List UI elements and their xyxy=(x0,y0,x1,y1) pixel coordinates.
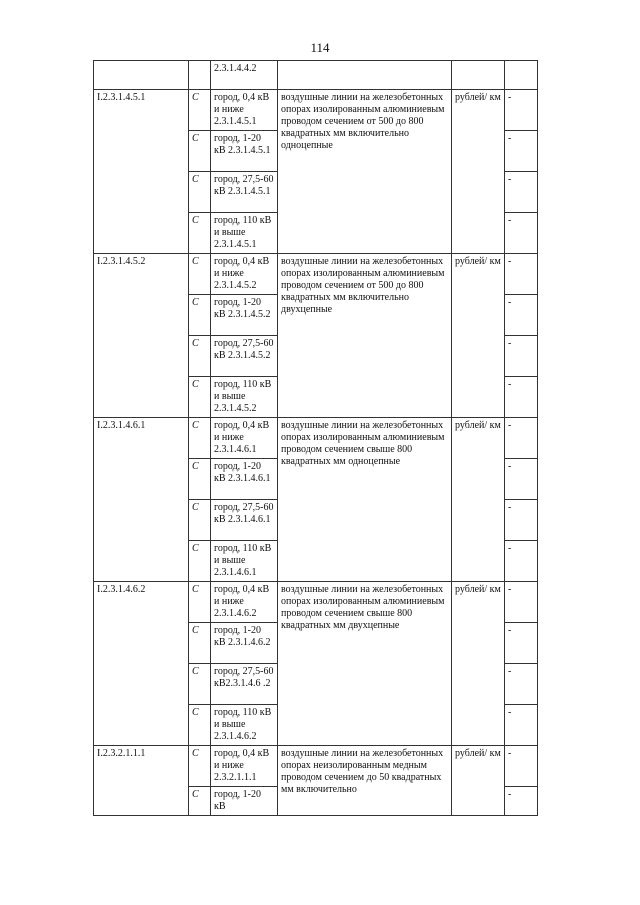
page-number: 114 xyxy=(310,40,330,55)
table-row xyxy=(94,90,538,131)
sub-cell: город, 110 кВ и выше 2.3.1.4.6.1 xyxy=(211,541,278,582)
value-cell: - xyxy=(505,295,538,336)
sub-cell: город, 27,5-60 кВ 2.3.1.4.6.1 xyxy=(211,500,278,541)
sub-cell: город, 110 кВ и выше 2.3.1.4.5.2 xyxy=(211,377,278,418)
value-cell: - xyxy=(505,664,538,705)
table-row xyxy=(94,582,538,623)
table-row xyxy=(94,254,538,295)
sub-cell: город, 27,5-60 кВ2.3.1.4.6 .2 xyxy=(211,664,278,705)
desc-cell xyxy=(278,61,452,90)
sub-cell: город, 0,4 кВ и ниже 2.3.2.1.1.1 xyxy=(211,746,278,787)
value-cell: - xyxy=(505,746,538,787)
c-cell: С xyxy=(189,213,211,254)
tariff-table xyxy=(93,60,538,816)
value-cell: - xyxy=(505,336,538,377)
c-cell: С xyxy=(189,295,211,336)
code-cell: I.2.3.1.4.5.2 xyxy=(94,254,189,418)
code-cell xyxy=(94,61,189,90)
c-cell: С xyxy=(189,459,211,500)
unit-cell: рублей/ км xyxy=(452,418,505,582)
table-row xyxy=(94,61,538,90)
sub-cell: город, 27,5-60 кВ 2.3.1.4.5.1 xyxy=(211,172,278,213)
value-cell: - xyxy=(505,131,538,172)
value-cell: - xyxy=(505,500,538,541)
sub-cell: город, 0,4 кВ и ниже 2.3.1.4.6.1 xyxy=(211,418,278,459)
sub-cell: город, 110 кВ и выше 2.3.1.4.6.2 xyxy=(211,705,278,746)
code-cell: I.2.3.1.4.5.1 xyxy=(94,90,189,254)
value-cell: - xyxy=(505,377,538,418)
c-cell: С xyxy=(189,131,211,172)
unit-cell: рублей/ км xyxy=(452,746,505,816)
value-cell: - xyxy=(505,787,538,816)
value-cell: - xyxy=(505,90,538,131)
value-cell: - xyxy=(505,623,538,664)
sub-cell: город, 0,4 кВ и ниже 2.3.1.4.5.1 xyxy=(211,90,278,131)
unit-cell: рублей/ км xyxy=(452,582,505,746)
c-cell: С xyxy=(189,418,211,459)
sub-cell: город, 1-20 кВ 2.3.1.4.5.1 xyxy=(211,131,278,172)
desc-cell: воздушные линии на железобетонных опорах изолированным алюминиевым проводом сечением свыше 800 квадратных мм двухцепные xyxy=(278,582,452,746)
unit-cell xyxy=(452,61,505,90)
value-cell: - xyxy=(505,459,538,500)
c-cell: С xyxy=(189,664,211,705)
code-cell: I.2.3.1.4.6.1 xyxy=(94,418,189,582)
c-cell: С xyxy=(189,336,211,377)
c-cell: С xyxy=(189,623,211,664)
c-cell: С xyxy=(189,787,211,816)
c-cell: С xyxy=(189,172,211,213)
value-cell: - xyxy=(505,418,538,459)
value-cell xyxy=(505,61,538,90)
sub-cell: город, 1-20 кВ 2.3.1.4.6.1 xyxy=(211,459,278,500)
c-cell: С xyxy=(189,541,211,582)
c-cell: С xyxy=(189,500,211,541)
code-cell: I.2.3.2.1.1.1 xyxy=(94,746,189,816)
c-cell: С xyxy=(189,90,211,131)
sub-cell: город, 1-20 кВ xyxy=(211,787,278,816)
sub-cell: город, 1-20 кВ 2.3.1.4.5.2 xyxy=(211,295,278,336)
value-cell: - xyxy=(505,213,538,254)
unit-cell: рублей/ км xyxy=(452,254,505,418)
value-cell: - xyxy=(505,254,538,295)
value-cell: - xyxy=(505,172,538,213)
sub-cell: город, 0,4 кВ и ниже 2.3.1.4.6.2 xyxy=(211,582,278,623)
unit-cell: рублей/ км xyxy=(452,90,505,254)
sub-cell: город, 0,4 кВ и ниже 2.3.1.4.5.2 xyxy=(211,254,278,295)
table-body xyxy=(94,61,538,816)
desc-cell: воздушные линии на железобетонных опорах изолированным алюминиевым проводом сечением от 500 до 800 квадратных мм включительно двухцепные xyxy=(278,254,452,418)
sub-cell: 2.3.1.4.4.2 xyxy=(211,61,278,90)
desc-cell: воздушные линии на железобетонных опорах неизолированным медным проводом сечением до 50 квадратных мм включительно xyxy=(278,746,452,816)
value-cell: - xyxy=(505,705,538,746)
sub-cell: город, 1-20 кВ 2.3.1.4.6.2 xyxy=(211,623,278,664)
c-cell: С xyxy=(189,377,211,418)
value-cell: - xyxy=(505,582,538,623)
c-cell xyxy=(189,61,211,90)
value-cell: - xyxy=(505,541,538,582)
code-cell: I.2.3.1.4.6.2 xyxy=(94,582,189,746)
table-row xyxy=(94,746,538,787)
sub-cell: город, 27,5-60 кВ 2.3.1.4.5.2 xyxy=(211,336,278,377)
sub-cell: город, 110 кВ и выше 2.3.1.4.5.1 xyxy=(211,213,278,254)
c-cell: С xyxy=(189,582,211,623)
desc-cell: воздушные линии на железобетонных опорах изолированным алюминиевым проводом сечением свыше 800 квадратных мм одноцепные xyxy=(278,418,452,582)
table-row xyxy=(94,418,538,459)
c-cell: С xyxy=(189,746,211,787)
c-cell: С xyxy=(189,705,211,746)
desc-cell: воздушные линии на железобетонных опорах изолированным алюминиевым проводом сечением от 500 до 800 квадратных мм включительно одноцепные xyxy=(278,90,452,254)
c-cell: С xyxy=(189,254,211,295)
